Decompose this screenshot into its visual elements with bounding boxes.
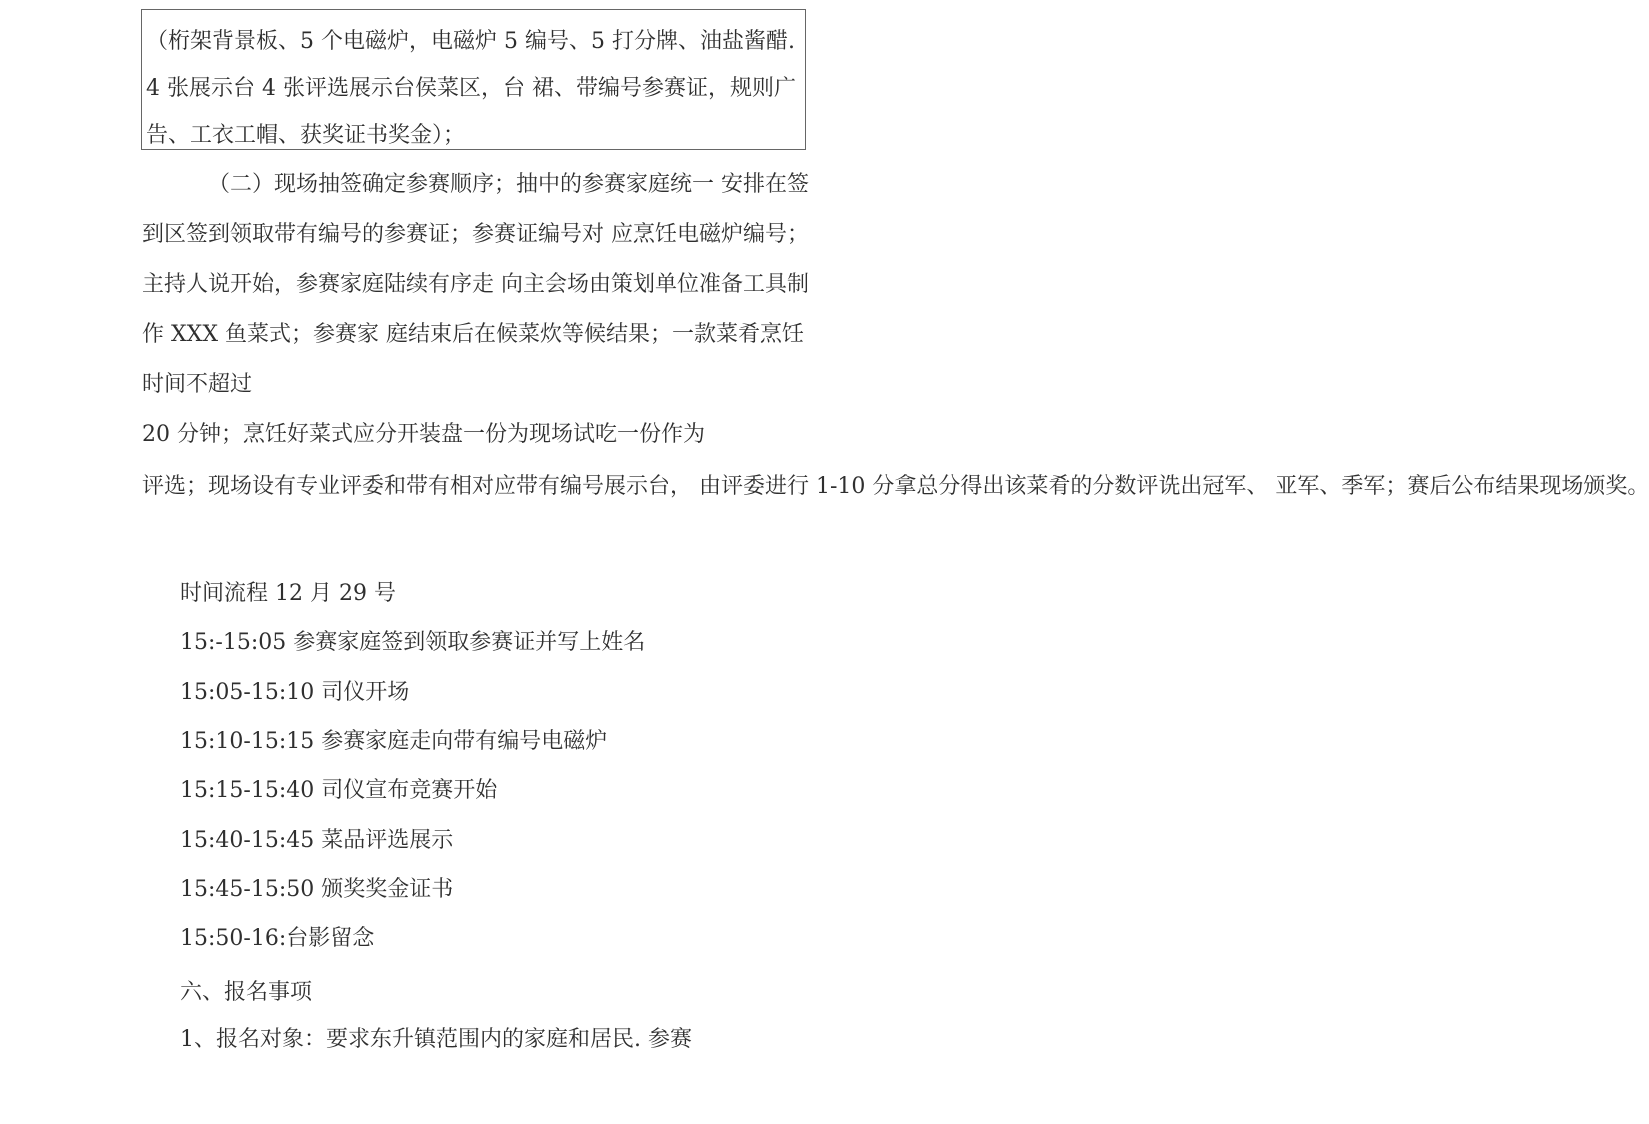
equipment-note-box xyxy=(141,9,806,150)
registration-section-title: 六、报名事项 xyxy=(180,980,313,1005)
schedule-item-7: 15:50-16:台影留念 xyxy=(180,926,375,951)
schedule-item-6: 15:45-15:50 颁奖奖金证书 xyxy=(180,877,454,902)
registration-item-1: 1、报名对象：要求东升镇范围内的家庭和居民. 参赛 xyxy=(180,1027,692,1052)
schedule-item-2: 15:05-15:10 司仪开场 xyxy=(180,680,410,705)
schedule-item-3: 15:10-15:15 参赛家庭走向带有编号电磁炉 xyxy=(180,729,608,754)
competition-process-paragraph xyxy=(142,160,810,410)
judging-paragraph xyxy=(142,472,1649,501)
schedule-title: 时间流程 12 月 29 号 xyxy=(180,581,396,606)
schedule-item-4: 15:15-15:40 司仪宣布竞赛开始 xyxy=(180,778,498,803)
cooking-time-line: 20 分钟；烹饪好菜式应分开装盘一份为现场试吃一份作为 xyxy=(142,422,705,447)
equipment-note-text: （桁架背景板、5 个电磁炉，电磁炉 5 编号、5 打分牌、油盐酱醋. 4 张展示台 4 张评选展示台侯菜区，台 裙、带编号参赛证，规则广告、工衣工帽、获奖证书奖金）； xyxy=(146,29,796,148)
competition-process-text: （二）现场抽签确定参赛顺序；抽中的参赛家庭统一 安排在签到区签到领取带有编号的参赛证；参赛证编号对 应烹饪电磁炉编号；主持人说开始，参赛家庭陆续有序走 向主会场由策划单位准备工具制作 XXX 鱼菜式；参赛家 庭结束后在候菜炊等候结果；一款菜肴烹饪时间不超过 xyxy=(142,172,809,397)
schedule-item-5: 15:40-15:45 菜品评选展示 xyxy=(180,828,454,853)
schedule-item-1: 15:-15:05 参赛家庭签到领取参赛证并写上姓名 xyxy=(180,630,646,655)
judging-text: 评选；现场设有专业评委和带有相对应带有编号展示台， 由评委进行 1-10 分拿总分得出该菜肴的分数评诜出冠军、 亚军、季军；赛后公布结果现场颁奖。 xyxy=(142,474,1649,499)
